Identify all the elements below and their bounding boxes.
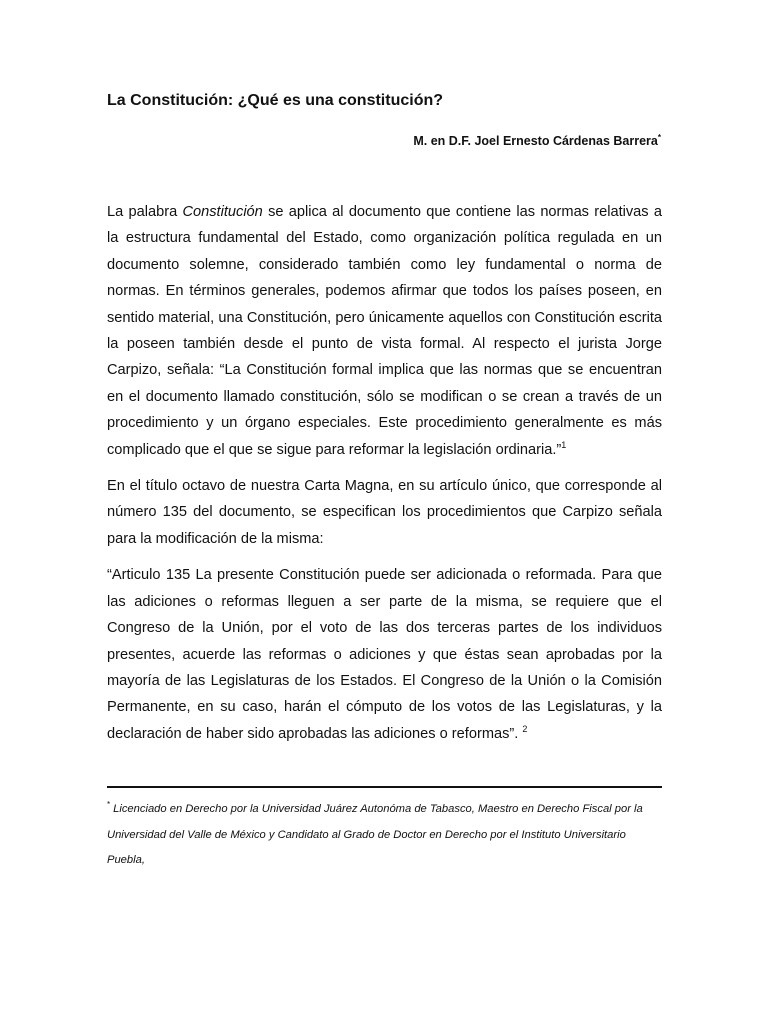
footnote-reference-2: 2 xyxy=(522,723,528,734)
author-name: M. en D.F. Joel Ernesto Cárdenas Barrera xyxy=(413,134,658,148)
footnote-reference-1: 1 xyxy=(561,439,567,450)
paragraph-1-text-start: La palabra xyxy=(107,204,183,220)
author-line xyxy=(413,133,661,148)
document-body xyxy=(107,199,662,757)
footnote-divider xyxy=(107,786,662,788)
paragraph-2: En el título octavo de nuestra Carta Magna, en su artículo único, que corresponde al número 135 del documento, se especifican los procedimientos que Carpizo señala para la modificación de la misma: xyxy=(107,478,662,547)
page-title: La Constitución: ¿Qué es una constitución? xyxy=(107,92,444,109)
author-footnote-marker: * xyxy=(657,133,661,142)
paragraph-1 xyxy=(107,199,662,463)
paragraph-1-text-rest: se aplica al documento que contiene las normas relativas a la estructura fundamental del Estado, como organización política regulada en un documento solemne, considerado también como ley fundamental o norma de normas. En términos generales, podemos afirmar que todos los países poseen, en sentido material, una Constitución, pero únicamente aquellos con Constitución escrita la poseen también desde el punto de vista formal. Al respecto el jurista Jorge Carpizo, señala: “La Constitución formal implica que las normas que se encuentran en el documento llamado constitución, sólo se modifican o se crean a través de un procedimiento y un órgano especiales. Este procedimiento generalmente es más complicado que el que se sigue para reformar la legislación ordinaria.” xyxy=(107,204,662,458)
paragraph-1-italic-term: Constitución xyxy=(182,204,263,220)
paragraph-3-quote xyxy=(107,562,662,747)
footnote-text: Licenciado en Derecho por la Universidad Juárez Autonóma de Tabasco, Maestro en Derecho Fiscal por la Universidad del Valle de México y Candidato al Grado de Doctor en Derecho por el Instituto Universitario Puebla, xyxy=(107,803,643,866)
paragraph-3-text: “Articulo 135 La presente Constitución puede ser adicionada o reformada. Para que las adiciones o reformas lleguen a ser parte de la misma, se requiere que el Congreso de la Unión, por el voto de las dos terceras partes de los individuos presentes, acuerde las reformas o adiciones y que éstas sean aprobadas por la mayoría de las Legislaturas de los Estados. El Congreso de la Unión o la Comisión Permanente, en su caso, harán el cómputo de los votos de las Legislaturas, y la declaración de haber sido aprobadas las adiciones o reformas”. xyxy=(107,567,662,742)
footnote xyxy=(107,797,662,874)
footnote-marker: * xyxy=(107,800,111,809)
